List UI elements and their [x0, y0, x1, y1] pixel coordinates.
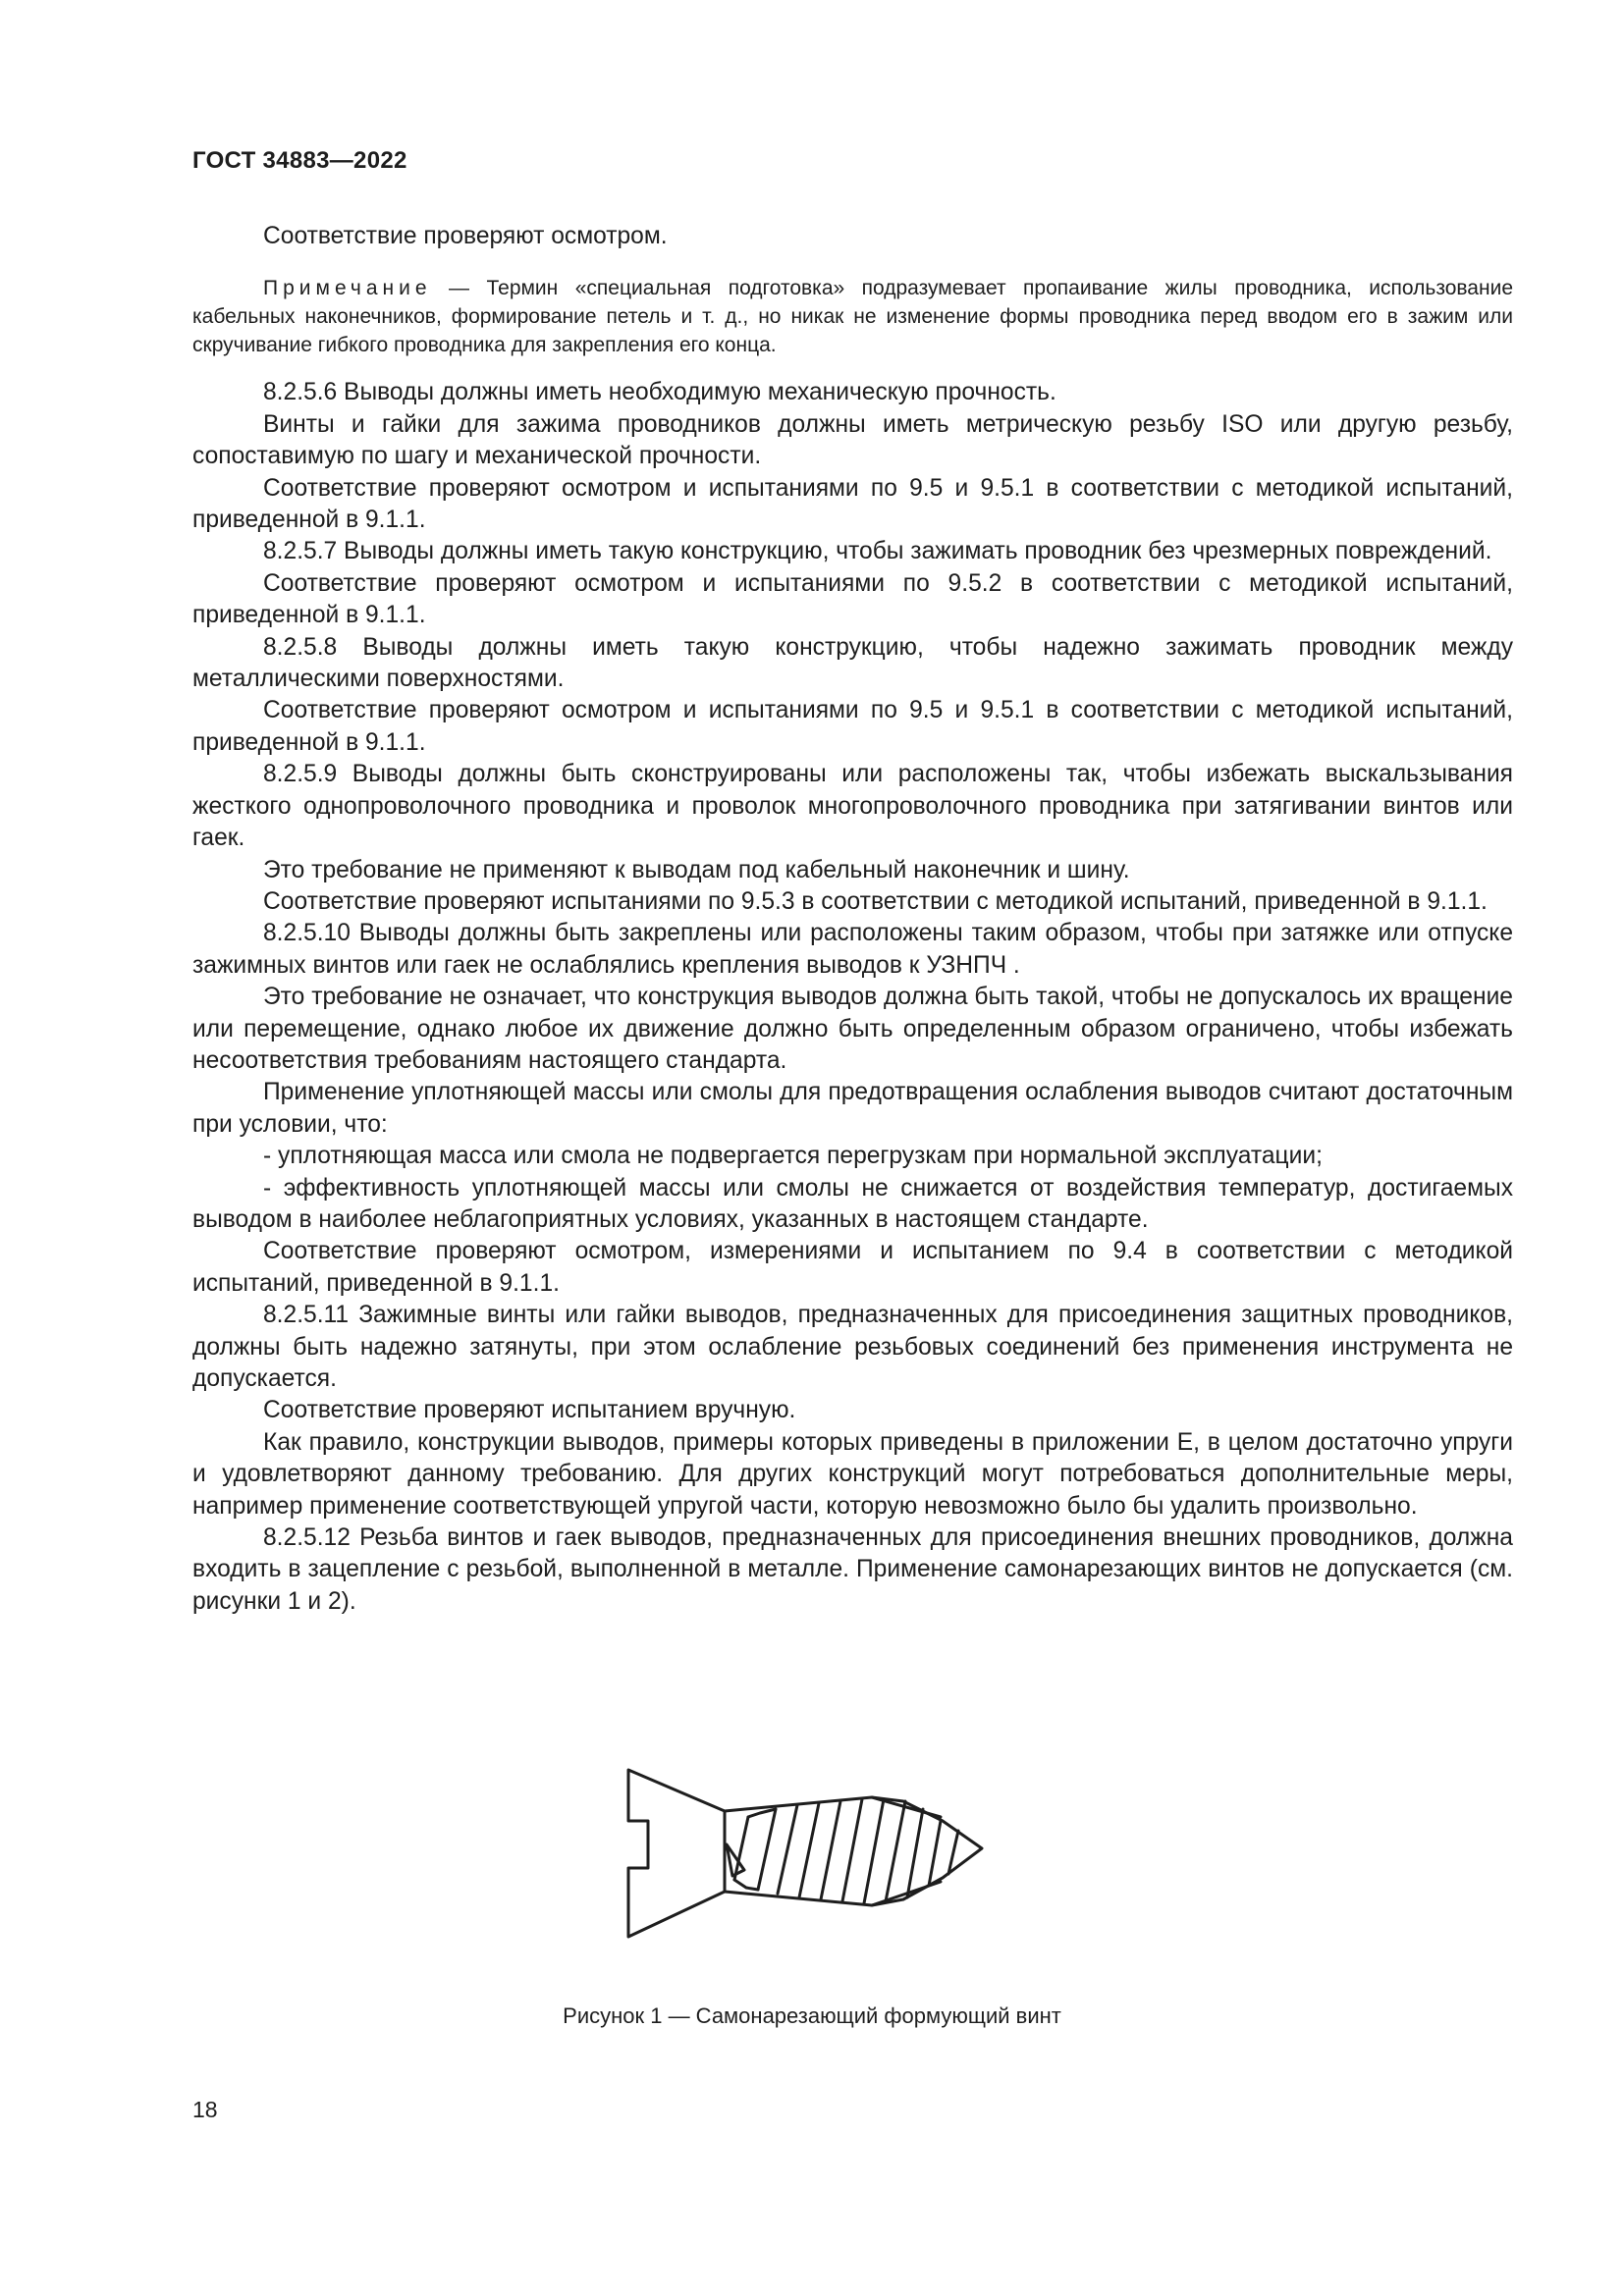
paragraph: 8.2.5.10 Выводы должны быть закреплены или расположены таким образом, чтобы при затяжке или отпуске зажимных винтов или гаек не ослаблялись крепления выводов к УЗНПЧ . — [192, 920, 1513, 979]
paragraph: Соответствие проверяют испытаниями по 9.5.3 в соответствии с методикой испытаний, приведенной в 9.1.1. — [263, 887, 1488, 915]
paragraph: Соответствие проверяют испытанием вручную. — [263, 1397, 796, 1424]
note-text: — Термин «специальная подготовка» подразумевает пропаивание жилы проводника, использование кабельных наконечников, формирование петель и т. д., но никак не изменение формы проводника перед вводом его в зажим или скручивание гибкого проводника для закрепления его конца. — [192, 277, 1513, 357]
paragraph: 8.2.5.9 Выводы должны быть сконструированы или расположены так, чтобы избежать выскальзывания жесткого однопроволочного проводника и проволок многопроволочного проводника при затягивании винтов или гаек. — [192, 761, 1513, 852]
page-number: 18 — [192, 2097, 218, 2122]
paragraph: 8.2.5.11 Зажимные винты или гайки выводов, предназначенных для присоединения защитных проводников, должны быть надежно затянуты, при этом ослабление резьбовых соединений без применения инструмента не допускается. — [192, 1302, 1513, 1392]
self-tapping-screw-icon — [609, 1762, 1100, 1949]
paragraph: Соответствие проверяют осмотром и испытаниями по 9.5 и 9.5.1 в соответствии с методикой испытаний, приведенной в 9.1.1. — [192, 697, 1513, 756]
paragraph: 8.2.5.6 Выводы должны иметь необходимую механическую прочность. — [263, 379, 1056, 406]
paragraph: Применение уплотняющей массы или смолы для предотвращения ослабления выводов считают достаточным при условии, что: — [192, 1079, 1513, 1138]
document-header: ГОСТ 34883—2022 — [192, 147, 407, 174]
body-text — [192, 221, 1513, 1618]
paragraph: 8.2.5.7 Выводы должны иметь такую конструкцию, чтобы зажимать проводник без чрезмерных повреждений. — [263, 538, 1492, 565]
paragraph: 8.2.5.8 Выводы должны иметь такую конструкцию, чтобы надежно зажимать проводник между металлическими поверхностями. — [192, 633, 1513, 693]
paragraph: Как правило, конструкции выводов, примеры которых приведены в приложении Е, в целом достаточно упруги и удовлетворяют данному требованию. Для других конструкций могут потребоваться дополнительные меры, например применение соответствующей упругой части, которую невозможно было бы удалить произвольно. — [192, 1428, 1513, 1520]
figure-caption: Рисунок 1 — Самонарезающий формующий винт — [563, 2003, 1061, 2028]
note — [192, 274, 1513, 359]
paragraph: Это требование не означает, что конструкция выводов должна быть такой, чтобы не допускалось их вращение или перемещение, однако любое их движение должно быть определенным образом ограничено, чтобы избежать несоответствия требованиям настоящего стандарта. — [192, 984, 1513, 1074]
check-inspection-text: Соответствие проверяют осмотром. — [263, 223, 668, 249]
note-label: Примечание — [263, 277, 432, 300]
list-item: - уплотняющая масса или смола не подвергается перегрузкам при нормальной эксплуатации; — [263, 1143, 1323, 1170]
list-item: - эффективность уплотняющей массы или смолы не снижается от воздействия температур, достигаемых выводом в наиболее неблагоприятных условиях, указанных в настоящем стандарте. — [192, 1174, 1513, 1233]
paragraph: Соответствие проверяют осмотром и испытаниями по 9.5.2 в соответствии с методикой испытаний, приведенной в 9.1.1. — [192, 569, 1513, 629]
paragraph: 8.2.5.12 Резьба винтов и гаек выводов, предназначенных для присоединения внешних проводников, должна входить в зацепление с резьбой, выполненной в металле. Применение самонарезающих винтов не допускается (см. рисунки 1 и 2). — [192, 1524, 1513, 1615]
paragraph: Это требование не применяют к выводам под кабельный наконечник и шину. — [263, 856, 1130, 883]
paragraph: Соответствие проверяют осмотром и испытаниями по 9.5 и 9.5.1 в соответствии с методикой испытаний, приведенной в 9.1.1. — [192, 474, 1513, 534]
paragraph: Винты и гайки для зажима проводников должны иметь метрическую резьбу ISO или другую резьбу, сопоставимую по шагу и механической прочности. — [192, 410, 1513, 470]
paragraph: Соответствие проверяют осмотром, измерениями и испытанием по 9.4 в соответствии с методикой испытаний, приведенной в 9.1.1. — [192, 1238, 1513, 1297]
